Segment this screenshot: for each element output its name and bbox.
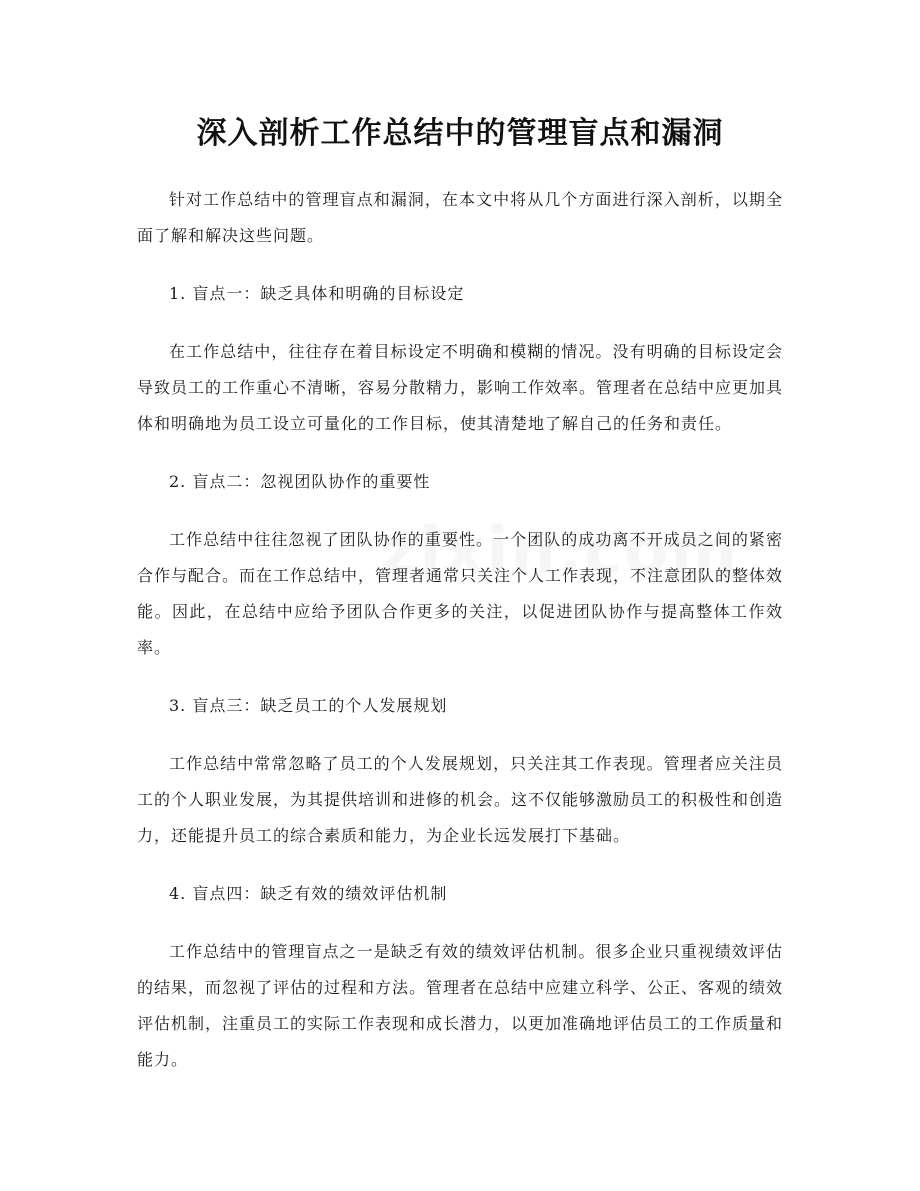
page-title: 深入剖析工作总结中的管理盲点和漏洞 [196, 116, 724, 151]
section-body-4: 工作总结中的管理盲点之一是缺乏有效的绩效评估机制。很多企业只重视绩效评估的结果，而忽视了评估的过程和方法。管理者在总结中应建立科学、公正、客观的绩效评估机制，注重员工的实际工作表现和成长潜力，以更加准确地评估员工的工作质量和能力。 [137, 942, 784, 1069]
section-heading-4: 4. 盲点四：缺乏有效的绩效评估机制 [169, 884, 448, 903]
section-body-2: 工作总结中往往忽视了团队协作的重要性。一个团队的成功离不开成员之间的紧密合作与配合。而在工作总结中，管理者通常只关注个人工作表现，不注意团队的整体效能。因此，在总结中应给予团队合作更多的关注，以促进团队协作与提高整体工作效率。 [137, 530, 784, 657]
document-body [137, 182, 783, 1100]
section-heading-2: 2. 盲点二：忽视团队协作的重要性 [169, 472, 431, 491]
section-heading-3: 3. 盲点三：缺乏员工的个人发展规划 [169, 696, 448, 715]
section-heading-1: 1. 盲点一：缺乏具体和明确的目标设定 [169, 284, 465, 303]
section-body-3: 工作总结中常常忽略了员工的个人发展规划，只关注其工作表现。管理者应关注员工的个人职业发展，为其提供培训和进修的机会。这不仅能够激励员工的积极性和创造力，还能提升员工的综合素质和能力，为企业长远发展打下基础。 [137, 754, 784, 845]
section-body-1: 在工作总结中，往往存在着目标设定不明确和模糊的情况。没有明确的目标设定会导致员工的工作重心不清晰，容易分散精力，影响工作效率。管理者在总结中应更加具体和明确地为员工设立可量化的工作目标，使其清楚地了解自己的任务和责任。 [137, 342, 784, 433]
intro-paragraph: 针对工作总结中的管理盲点和漏洞，在本文中将从几个方面进行深入剖析，以期全面了解和解决这些问题。 [137, 190, 783, 245]
